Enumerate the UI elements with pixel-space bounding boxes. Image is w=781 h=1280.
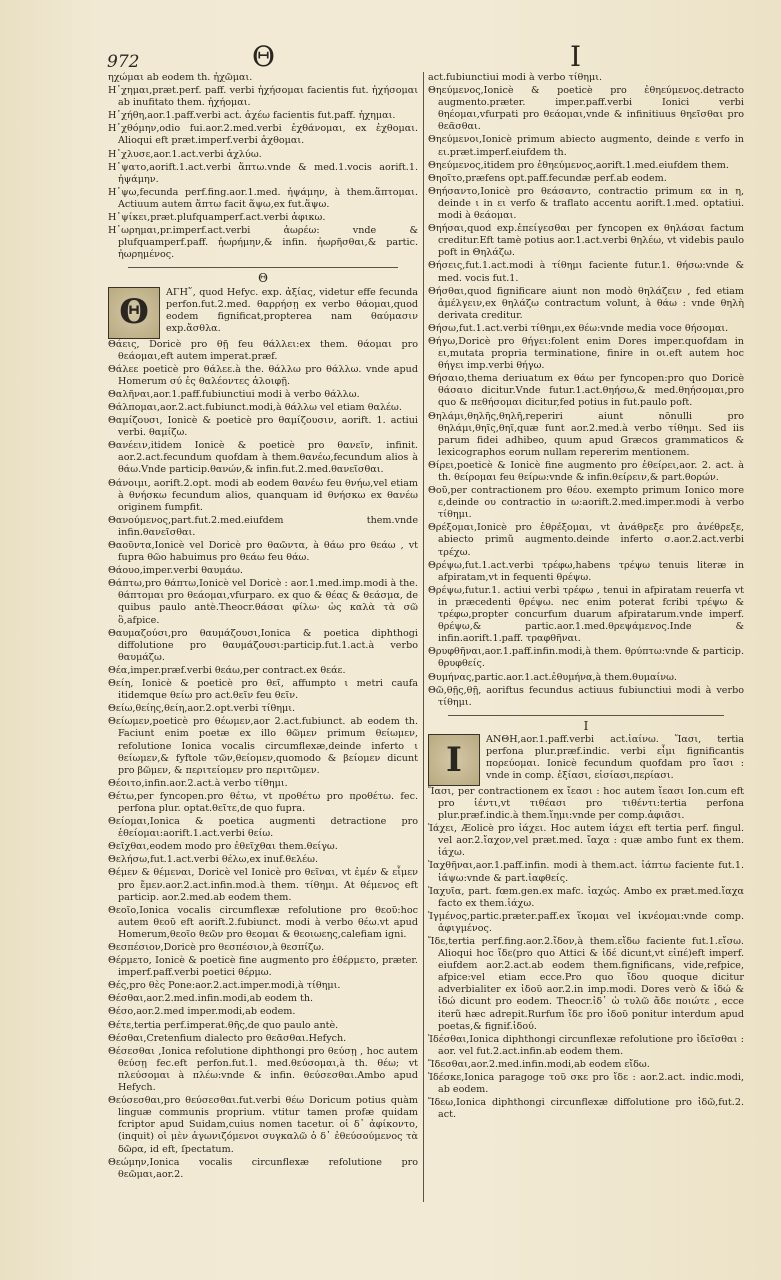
dictionary-entry: Θεσπέσιον,Doricè pro θεσπέσιον,à θεσπίζω. [108, 942, 325, 953]
dictionary-entry: act.fubiunctiui modi à verbo τίθημι. [428, 72, 603, 83]
section-letter: I [583, 718, 589, 733]
dictionary-entry: Η᾽ψω,fecunda perf.fing.aor.1.med. ἠψάμην, à them.ἅπτομαι. Actiuum autem ἅπτω facit ἅψω,ex fut.ἅψω. [108, 186, 418, 210]
section-letter: Θ [258, 271, 268, 286]
dictionary-entry: Θέμεν & θέμεναι, Doricè vel Ionicè pro θεῖναι, vt ἐμέν & εἶμεν pro ἔμεν.aor.2.act.infin.mod.à them. τίθημι. At θέμενος eft particip. aor.2.med.ab eodem them. [108, 867, 418, 903]
dictionary-entry: Θεοῖο,Ionica vocalis circumflexæ refolutione pro θεοῦ:hoc autem θεοῦ eft aorift.2.fubiunct. modi à verbo θέω.vt apud Homerum,θεοῖο θεῶν pro θεομαι & θεοιωεης,calefiam igni. [108, 904, 418, 940]
dictionary-entry: Θαοῦντα,Ionicè vel Doricè pro θαῶντα, à θάω pro θεάω , vt fupra θῶο habuimus pro θεάω feu θάω. [108, 540, 418, 564]
dictionary-entry: Θανέειν,itidem Ionicè & poeticè pro θανεῖν, infinit. aor.2.act.fecundum quofdam à them.θανέω,fecundum alios à θάω.Vnde particip.θανών,& infin.fut.2.med.θανεῖσθαι. [108, 440, 418, 476]
dictionary-entry: Θήσαιο,thema deriuatum ex θάω per fyncopen:pro quo Doricè θάσαιο dicitur.Vnde futur.1.act.θηήσω,& med.θηήσομαι,pro quo & πεθήσομαι dicitur,fed potius in fut.paulo poft. [428, 373, 744, 409]
dictionary-entry: Η᾽ψίκει,præt.plufquamperf.act.verbi ἀφικω. [108, 212, 326, 224]
dictionary-entry: Θέσθαι,Cretenfium dialecto pro θεᾶσθαι.Hefych. [108, 1032, 347, 1044]
dictionary-entry: Θέρμετο, Ionicè & poeticè fine augmento pro ἐθέρμετο, præter. imperf.paff.verbi poetici θέρμω. [108, 955, 418, 979]
dictionary-entry: Ἴδεω,Ionica diphthongi circunflexæ diffolutione pro ἰδῶ,fut.2. act. [428, 1097, 744, 1121]
dictionary-entry: Θῶ,θῇς,θῇ, aoriftus fecundus actiuus fubiunctiui modi à verbo τίθημι. [428, 684, 744, 708]
dictionary-entry: Η᾽χήθη,aor.1.paff.verbi act. ἀχέω facientis fut.paff. ἠχημαι. [108, 110, 396, 122]
dictionary-entry: Θαυμαζούσι,pro θαυμάζουσι,Ionica & poetica diphthogi diffolutione pro θαυμάζουσι:particip.fut.1.act.à verbo θαυμάζω. [108, 627, 418, 663]
dictionary-entry: Θεώμην,Ionica vocalis circunflexæ refolutione pro θεῶμαι,aor.2. [108, 1156, 418, 1180]
opening-entry: ΑΓΗ῞, quod Hefyc. exp. ἀξίας, videtur effe fecunda perfon.fut.2.med. θαρρήσῃ ex verbo θάομαι,quod eodem fignificat,propterea nam θαύμασιν exp.ἄσθλα. [166, 286, 418, 334]
dictionary-entry: Θανούμενος,part.fut.2.med.eiufdem them.vnde infin.θανεῖσθαι. [108, 514, 418, 538]
dictionary-entry: Θαλῆναι,aor.1.paff.fubiunctiui modi à verbo θάλλω. [108, 388, 360, 400]
dictionary-entry: Θέσο,aor.2.med imper.modi,ab eodem. [108, 1006, 296, 1018]
dictionary-entry: Θείω,θείης,θείη,aor.2.opt.verbi τίθημι. [108, 703, 296, 715]
dictionary-entry: Θείομαι,Ionica & poetica augmenti detractione pro ἐθείομαι:aorift.1.act.verbi θείω. [108, 816, 418, 840]
dictionary-entry: Η᾽χθόμην,odio fui.aor.2.med.verbi ἐχθάνομαι, ex ἐχθομαι. Alioqui eft præt.imperf.verbi ἀχθομαι. [108, 123, 418, 147]
dictionary-entry: Θυμήνας,partic.aor.1.act.ἐθυμήνα,à them.θυμαίνω. [428, 671, 677, 683]
section-rule [128, 267, 398, 268]
column-divider [423, 72, 424, 1202]
dictionary-entry: Θαμίζουσι, Ionicè & poeticè pro θαμίζουσιν, aorift. 1. actiui verbi. θαμίζω. [108, 415, 418, 439]
dictionary-entry: Θές,pro θὲς Pone:aor.2.act.imper.modi,à τίθημι. [108, 980, 341, 992]
dictionary-entry: Θήσθαι,quod fignificare aiunt non modò θηλάζειν , fed etiam ἀμέλγειν,ex θηλάζω contractum volunt, à θάω : vnde θηλὴ derivata creditur. [428, 285, 744, 321]
dictionary-entry: Θηοῖτο,præfens opt.paff.fecundæ perf.ab eodem. [428, 172, 667, 184]
dictionary-entry: Ἰαχθῆναι,aor.1.paff.infin. modi à them.act. ἰάπτω faciente fut.1. ἰάψω:vnde & part.ἰαφθείς. [428, 860, 744, 884]
dictionary-entry: Θηήσαι,quod exp.ἐπείγεσθαι per fyncopen ex θηλάσαι factum creditur.Eft tamè potius aor.1.act.verbi θηλέω, vt videbis paulo poft in Θηλάζω. [428, 223, 744, 259]
dictionary-entry: Θείωμεν,poeticè pro θέωμεν,aor 2.act.fubiunct. ab eodem th. Faciunt enim poetæ ex illo θῶμεν primum θείωμεν, refolutione Ionica vocalis circumflexæ,deinde inferto ι θείωμεν,& fyftole τῶν,θείομεν,quomodo & βείομεν dicunt pro βῶμεν, & περιτείομεν pro περιτῶμεν. [108, 716, 418, 776]
dictionary-entry: Θελήσω,fut.1.act.verbi θέλω,ex inuf.θελέω. [108, 854, 319, 866]
dictionary-entry: Η᾽χημαι,præt.perf. paff. verbi ἠχήσομαι facientis fut. ἠχήσομαι ab inufitato them. ἠχήομαι. [108, 85, 418, 109]
dictionary-entry: Θηλάμι,θηλῆς,θηλῆ,reperiri aiunt nōnulli pro θηλάμι,θηῖς,θηῖ,quæ funt aor.2.med.à verbo τίθημι. Sed iis parum fidei adhibeo, quum apud Græcos grammaticos & lexicographos eorum nullam repererim mentionem. [428, 410, 744, 458]
dictionary-entry: Η᾽ψατο,aorift.1.act.verbi ἅπτω.vnde & med.1.vocis aorift.1. ἠψάμην. [108, 161, 418, 185]
dictionary-entry: Θέα,imper.præf.verbi θεάω,per contract.ex θεάε. [108, 664, 346, 676]
opening-entry: ΑΝΘΗ,aor.1.paff.verbi act.ἰαίνω. Ἴασι, tertia perfona plur.præf.indic. verbi εἶμι fignificantis πορεύομαι. Ionicè fecundum quofdam pro ἴασι : vnde in comp. ἐξίασι, εἰσίασι,περίασι. [486, 733, 744, 782]
page-number: 972 [107, 52, 140, 72]
dictionary-entry: Ἰάχει, Æolicè pro ἰάχει. Hoc autem ἰάχει eft tertia perf. fingul. vel aor.2.ἴαχον,vel præt.med. ἴαχα : quæ ambo funt ex them. ἰάχω. [428, 823, 744, 859]
dictionary-entry: Θάεις, Doricè pro θῇ feu θάλλει:ex them. θάομαι pro θεάομαι,eft autem imperat.præf. [108, 338, 418, 362]
dictionary-entry: ηχώμαι ab eodem th. ἠχῶμαι. [108, 72, 253, 83]
dictionary-entry: Ἴδεσθαι,aor.2.med.infin.modi,ab eodem εἴδω. [428, 1058, 650, 1070]
dictionary-entry: Θάλπομαι,aor.2.act.fubiunct.modi,à θάλλω vel etiam θαλέω. [108, 401, 402, 413]
dictionary-entry: Ἴδε,tertia perf.fing.aor.2.ἴδον,à them.εἴδω faciente fut.1.εἴσω. Alioqui hoc ἴδε(pro quo Attici & ἰδέ dicunt,vt εἰπέ)eft imperf. eiufdem aor.2.act.ab eodem them.fignificans, vide,refpice, afpice:vel etiam ecce.Pro quo ἴδου quoque dicitur adverbialiter ex ἰδοῦ aor.2.in imp.modi. Dores verò & ἰδώ & ἰδώ dicunt pro eodem. Theocr.ἰδ᾽ ὠ τυλῶ ἄδε ποιώτε , ecce iterũ hæc adrepit.Rurfum ἴδε pro ἰδοῦ ponitur interdum apud poetas,& fignif.ἰδού. [428, 936, 744, 1032]
section-opening [108, 287, 418, 339]
decorated-initial: Θ [108, 287, 160, 339]
running-head-left: Θ [252, 40, 275, 73]
dictionary-entry: Θάπτω,pro θάπτω,Ionicè vel Doricè : aor.1.med.imp.modi à the. θάπτομαι pro θεάομαι,vfurparo. ex quo & θέας & θεάσμα, de quibus paulo antè.Theocr.θάσαι φίλω· ὡς καλὰ τὰ σῶ ὃ,afpice. [108, 578, 418, 626]
dictionary-entry: Θοῦ,per contractionem pro θέου. exempto primum Ionico more ε,deinde ου contractio in ω:aorift.2.med.imper.modi à verbo τίθημι. [428, 485, 744, 521]
dictionary-entry: Θείη, Ionicè & poeticè pro θεῖ, affumpto ι metri caufa itidemque θείω pro act.θεῖν feu θεῖν. [108, 678, 418, 702]
dictionary-entry: Θέσεσθαι ,Ionica refolutione diphthongi pro θεύσῃ , hoc autem θεύσῃ fec.eft perfon.fut.1. med.θεύσομαι,à th. θέω; vt πλεύσομαι à πλέω:vnde & infin. θεύσεσθαι.Ambo apud Hefych. [108, 1045, 418, 1094]
right-column [428, 72, 744, 1122]
dictionary-entry: Θέοιτο,infin.aor.2.act.à verbo τίθημι. [108, 777, 288, 789]
dictionary-entry: Θήσεις,fut.1.act.modi à τίθημι faciente futur.1. θήσω:vnde & med. vocis fut.1. [428, 260, 744, 284]
dictionary-entry: Θρέψω,futur.1. actiui verbi τρέφω , tenui in afpiratam reuerfa vt in præcedenti θρέψω. nec enim poterat fcribi τρέψω & τρέφω,propter concurfum duarum afpiratarum.vnde imperf. θρέψω,& partic.aor.1.med.θρεψάμενος.Inde & infin.aorift.1.paff. τραφθῆναι. [428, 584, 744, 645]
dictionary-entry: Θρυφθῆναι,aor.1.paff.infin.modi,à them. θρύπτω:vnde & particip. θρυφθείς. [428, 646, 744, 670]
dictionary-entry: Θηεύμενος,Ionicè & poeticè pro ἐθηεύμενος.detracto augmento.præter. imper.paff.verbi Ionici verbi θηέομαι,vfurpati pro θεάομαι,vnde & infinitiuus θηεῖσθαι pro θεᾶσθαι. [428, 85, 744, 133]
dictionary-entry: Θάουο,imper.verbi θαυμάω. [108, 565, 243, 577]
dictionary-entry: Ἰγμένος,partic.præter.paff.ex ἵκομαι vel ἱκνέομαι:vnde comp. ἀφιγμένος. [428, 910, 744, 934]
dictionary-entry: Θίρει,poeticè & Ionicè fine augmento pro ἐθείρει,aor. 2. act. à th. θείρομαι feu θείρω:vnde & infin.θείρειν,& part.θορών. [428, 459, 744, 483]
dictionary-entry: Θέτε,tertia perf.imperat.θῆς,de quo paulo antè. [108, 1019, 339, 1031]
dictionary-entry: Ἰαχυῖα, part. fœm.gen.ex mafc. ἰαχώς. Ambo ex præt.med.ἴαχα facto ex them.ἰάχω. [428, 885, 744, 909]
dictionary-entry: Η᾽ωρημαι,pr.imperf.act.verbi ἀωρέω: vnde & plufquamperf.paff. ἠωρήμην,& infin. ἠωρῆσθαι,& partic. ἠωρημένος. [108, 225, 418, 261]
running-head-right: I [570, 40, 582, 73]
dictionary-entry: Θάλεε poeticè pro θάλεε.à the. θάλλω pro θάλλω. vnde apud Homerum σύ ἐς θαλέοντες ἀλοιφῇ. [108, 363, 418, 387]
dictionary-entry: Θρέψω,fut.1.act.verbi τρέφω,habens τρέψω tenuis literæ in afpiratam,vt in fequenti θρέψω. [428, 559, 744, 583]
dictionary-entry: Θρέξομαι,Ionicè pro ἐθρέξομαι, vt ἀνάθρεξε pro ἀνέθρεξε, abiecto primũ augmento.deinde inferto σ.aor.2.act.verbi τρέχω. [428, 522, 744, 558]
decorated-initial: I [428, 734, 480, 786]
dictionary-entry: Ἰδέσθαι,Ionica diphthongi circunflexæ refolutione pro ἰδεῖσθαι : aor. vel fut.2.act.infin.ab eodem them. [428, 1033, 744, 1057]
section-opening [428, 734, 744, 786]
dictionary-entry: Θήγω,Doricè pro θήγει:folent enim Dores imper.quofdam in ει,mutata propria terminatione, finire in οι.eft autem hoc θήγει imp.verbi θήγω. [428, 335, 744, 372]
dictionary-entry: Ἴασι, per contractionem ex ἴεασι : hoc autem ἴεασι Ion.cum eft pro ἱέντι,vt τιθέασι pro τιθέντι:tertia perfona plur.præf.indic.à them.ἵημι:vnde per comp.ἀφιᾶσι. [428, 785, 744, 822]
dictionary-entry: Θεύσεσθαι,pro θεύσεσθαι.fut.verbi θέω Doricum potius quàm linguæ communis proprium. vtitur tamen profæ quidam fcriptor apud Suidam,cuius nomen tacetur. οἱ δ᾽ ἀφίκοντο,(inquit) οἱ μὲν ἀγωνιζόμενοι συγκαλῶ ὁ δ᾽ ἐθεύσούμενος τὰ δῶρα, id eft, ſpectatum. [108, 1095, 418, 1155]
section-rule [448, 715, 724, 716]
dictionary-entry: Θήσω,fut.1.act.verbi τίθημι,ex θέω:vnde media voce θήσομαι. [428, 322, 729, 334]
dictionary-entry: Θεῖχθαι,eodem modo pro ἐθεῖχθαι them.θείγω. [108, 841, 338, 853]
dictionary-entry: Θηεύμενος,itidem pro ἐθηεύμενος,aorift.1.med.eiufdem them. [428, 159, 729, 171]
dictionary-entry: Θέτω,per fyncopen.pro θέτω, vt προθέτω pro προθέτω. fec. perfona plur. optat.θεῖτε,de quo fupra. [108, 790, 418, 814]
dictionary-entry: Θάνοιμι, aorift.2.opt. modi ab eodem θανέω feu θνήω,vel etiam à θνήσκω fecundum alios, quanquam id θνήσκω ex θανέω originem fumpfit. [108, 477, 418, 513]
dictionary-entry: Θηεύμενοι,Ionicè primum abiecto augmento, deinde ε verfo in ει.præt.imperf.eiufdem th. [428, 134, 744, 158]
dictionary-entry: Θηήσαντο,Ionicè pro θεάσαντο, contractio primum εα in η, deinde ι in ει verfo & traflato accentu aorift.1.med. optatiui. modi à θεάομαι. [428, 185, 744, 222]
dictionary-entry: Η᾽χλυσε,aor.1.act.verbi ἀχλύω. [108, 148, 262, 160]
dictionary-entry: Ἰδέσκε,Ionica paragoge τοῦ σκε pro ἴδε : aor.2.act. indic.modi, ab eodem. [428, 1072, 744, 1096]
left-column [108, 72, 418, 1182]
dictionary-entry: Θέσθαι,aor.2.med.infin.modi,ab eodem th. [108, 993, 314, 1005]
